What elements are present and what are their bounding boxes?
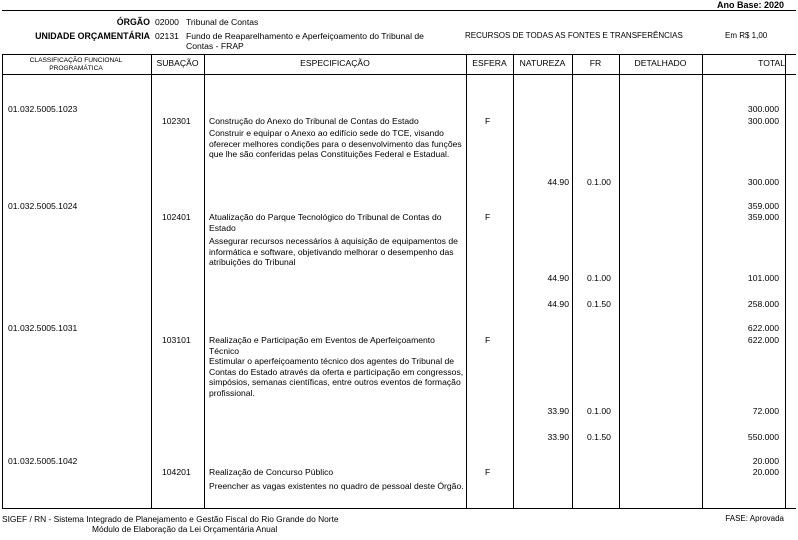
- total-acao-cell: 622.000: [747, 323, 779, 333]
- total-acao-cell: 300.000: [747, 104, 779, 114]
- descricao-cell: Construir e equipar o Anexo ao edifício sede do TCE, visando oferecer melhores condições para o desenvolvimento das funções que lhe são conferidas pelas Constituições Federal e Estadual.: [209, 128, 462, 159]
- natureza-cell: 33.90: [547, 406, 569, 416]
- footer-fase: FASE: Aprovada: [725, 514, 784, 523]
- titulo-cell: Realização de Concurso Público: [209, 467, 334, 477]
- total-acao-cell: 359.000: [747, 201, 779, 211]
- footer-system-line1: SIGEF / RN - Sistema Integrado de Planejamento e Gestão Fiscal do Rio Grande do Norte: [2, 514, 339, 524]
- natureza-cell: 44.90: [547, 177, 569, 187]
- currency-unit: Em R$ 1,00: [725, 31, 768, 40]
- descricao-cell: Preencher as vagas existentes no quadro de pessoal deste Órgão.: [209, 481, 464, 491]
- subacao-cell: 104201: [162, 467, 191, 477]
- total-subacao-cell: 359.000: [747, 212, 779, 222]
- descricao-cell: Assegurar recursos necessários à aquisição de equipamentos de informática e software, objetivando melhorar o desempenho das atribuições do Tribunal: [209, 236, 458, 267]
- detail-total-cell: 300.000: [747, 177, 779, 187]
- subacao-cell: 103101: [162, 335, 191, 345]
- orgao-name: Tribunal de Contas: [186, 17, 259, 27]
- subacao-cell: 102301: [162, 116, 191, 126]
- fr-cell: 0.1.00: [587, 177, 611, 187]
- natureza-cell: 33.90: [547, 432, 569, 442]
- orgao-code: 02000: [155, 17, 179, 27]
- table-bottom-rule: [2, 508, 796, 509]
- natureza-cell: 44.90: [547, 273, 569, 283]
- total-subacao-cell: 20.000: [752, 467, 779, 477]
- total-acao-cell: 20.000: [752, 456, 779, 466]
- unidade-name: Fundo de Reaparelhamento e Aperfeiçoamento do Tribunal de Contas - FRAP: [186, 31, 424, 51]
- esfera-cell: F: [485, 116, 491, 126]
- classificacao-cell: 01.032.5005.1042: [8, 456, 78, 466]
- total-subacao-cell: 622.000: [747, 335, 779, 345]
- detail-total-cell: 258.000: [747, 299, 779, 309]
- fr-cell: 0.1.00: [587, 406, 611, 416]
- fr-cell: 0.1.50: [587, 299, 611, 309]
- titulo-cell: Realização e Participação em Eventos de Aperfeiçoamento Técnico: [209, 335, 435, 356]
- col-fr: FR: [589, 58, 602, 68]
- titulo-cell: Atualização do Parque Tecnológico do Tribunal de Contas do Estado: [209, 212, 442, 233]
- esfera-cell: F: [485, 335, 491, 345]
- unidade-label: UNIDADE ORÇAMENTÁRIA: [35, 31, 150, 41]
- detail-total-cell: 550.000: [747, 432, 779, 442]
- subacao-cell: 102401: [162, 212, 191, 222]
- col-subacao: SUBAÇÃO: [156, 58, 199, 68]
- titulo-cell: Construção do Anexo do Tribunal de Contas do Estado: [209, 116, 419, 126]
- col-especificacao: ESPECIFICAÇÃO: [300, 58, 370, 68]
- natureza-cell: 44.90: [547, 299, 569, 309]
- classificacao-cell: 01.032.5005.1024: [8, 201, 78, 211]
- col-total: TOTAL: [758, 58, 785, 68]
- classificacao-cell: 01.032.5005.1023: [8, 104, 78, 114]
- table-header-rule: [2, 74, 796, 75]
- ano-base: Ano Base: 2020: [716, 0, 784, 10]
- orgao-label: ÓRGÃO: [116, 17, 150, 27]
- total-subacao-cell: 300.000: [747, 116, 779, 126]
- top-rule: [2, 10, 796, 11]
- col-detalhado: DETALHADO: [634, 58, 687, 68]
- fr-cell: 0.1.00: [587, 273, 611, 283]
- col-classificacao: CLASSIFICAÇÃO FUNCIONAL PROGRAMÁTICA: [29, 57, 123, 72]
- classificacao-cell: 01.032.5005.1031: [8, 323, 78, 333]
- detail-total-cell: 101.000: [747, 273, 779, 283]
- esfera-cell: F: [485, 212, 491, 222]
- descricao-cell: Estimular o aperfeiçoamento técnico dos agentes do Tribunal de Contas do Estado através da oferta e participação em congressos, simpósios, semanas científicas, entre outros eventos de formação profissional.: [209, 356, 464, 398]
- col-natureza: NATUREZA: [519, 58, 566, 68]
- recursos-label: RECURSOS DE TODAS AS FONTES E TRANSFERÊNCIAS: [465, 31, 683, 40]
- fr-cell: 0.1.50: [587, 432, 611, 442]
- esfera-cell: F: [485, 467, 491, 477]
- table-top-rule: [2, 54, 796, 55]
- unidade-code: 02131: [155, 31, 179, 41]
- col-esfera: ESFERA: [472, 58, 507, 68]
- detail-total-cell: 72.000: [752, 406, 779, 416]
- footer-system-line2: Módulo de Elaboração da Lei Orçamentária Anual: [92, 524, 278, 534]
